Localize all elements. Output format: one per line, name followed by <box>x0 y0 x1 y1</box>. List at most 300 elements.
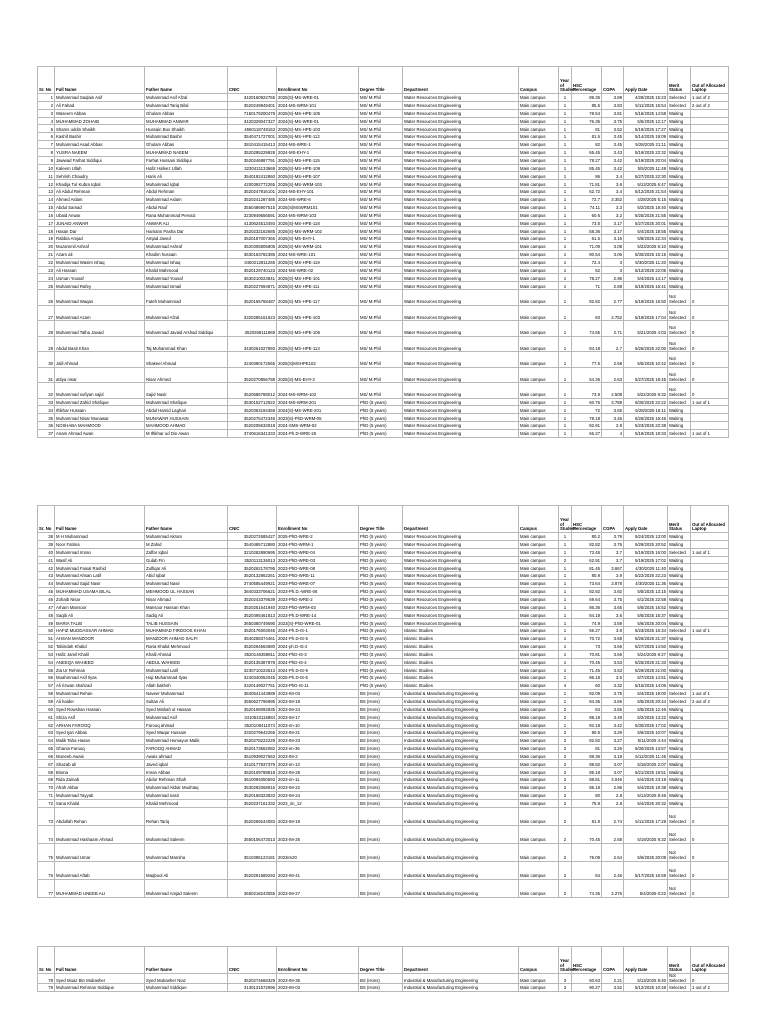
name-cell: MUHAMMAD UNEEB ALI <box>55 879 145 897</box>
campus-cell: Main campus <box>519 352 559 368</box>
table-row <box>38 650 729 658</box>
campus-cell: Main campus <box>519 984 559 992</box>
campus-cell: Main campus <box>519 383 559 399</box>
sr-cell: 1 <box>38 94 55 102</box>
degree-cell: PhD (5 years) <box>359 674 403 682</box>
name-cell: Rabbia Amjad <box>55 235 145 243</box>
table-row <box>38 290 729 306</box>
campus-cell: Main campus <box>519 879 559 897</box>
date-cell: 5/19/2025 16:00 <box>624 548 668 556</box>
campus-cell: Main campus <box>519 164 559 172</box>
cnic-cell: 3740585449921 <box>228 580 277 588</box>
name-cell: Iftikhar Hussain <box>55 406 145 414</box>
date-cell: 5/4/2025 23:19 <box>624 776 668 784</box>
cgpa-cell: 4 <box>602 429 624 437</box>
degree-cell: PhD (5 years) <box>359 398 403 406</box>
enroll-cell: 2023-IM-36 <box>277 974 359 984</box>
date-cell: 5/30/2025 13:57 <box>624 744 668 752</box>
year-cell: 1 <box>559 422 572 430</box>
table-row <box>38 383 729 399</box>
status-cell: Not Selected <box>668 861 691 879</box>
cnic-cell: 3520246887791 <box>228 156 277 164</box>
year-cell: 1 <box>559 540 572 548</box>
name-cell: Shazab ali <box>55 760 145 768</box>
date-cell: 5/26/2025 22:00 <box>624 336 668 352</box>
cnic-cell: 3520274668329 <box>228 974 277 984</box>
col-campus: Campus <box>519 947 559 974</box>
year-cell: 2 <box>559 776 572 784</box>
campus-cell: Main campus <box>519 974 559 984</box>
campus-cell: Main campus <box>519 195 559 203</box>
sr-cell: 64 <box>38 736 55 744</box>
father-cell: MUHAMMAD NAEEM <box>145 148 228 156</box>
cnic-cell: 3420160922765 <box>228 94 277 102</box>
year-cell: 1 <box>559 666 572 674</box>
degree-cell: BS (Hons) <box>359 729 403 737</box>
father-cell: MAHMOOD AHMAD <box>145 422 228 430</box>
date-cell: 5/12/2025 22:05 <box>624 266 668 274</box>
date-cell: 5/5/2025 16:37 <box>624 611 668 619</box>
enroll-cell: 2024-PhD-IS-4 <box>277 658 359 666</box>
dept-cell: Industrial & Manufacturing Engineering <box>403 825 519 843</box>
hsc-cell: 72.4 <box>572 258 602 266</box>
sr-cell: 47 <box>38 603 55 611</box>
sr-cell: 59 <box>38 697 55 705</box>
sr-cell: 29 <box>38 336 55 352</box>
cgpa-cell: 3.17 <box>602 219 624 227</box>
enroll-cell: 2024(S)-MS-WRE-201 <box>277 406 359 414</box>
dept-cell: Islamic Studies <box>403 650 519 658</box>
dept-cell: Islamic Studies <box>403 666 519 674</box>
col-name: Full Name <box>55 67 145 94</box>
campus-cell: Main campus <box>519 736 559 744</box>
sr-cell: 39 <box>38 540 55 548</box>
degree-cell: PhD (5 years) <box>359 406 403 414</box>
table-row <box>38 807 729 825</box>
dept-cell: Islamic Studies <box>403 627 519 635</box>
father-cell: ANWAR ALI <box>145 219 228 227</box>
father-cell: Muhammad Asif Afzal <box>145 94 228 102</box>
sr-cell: 74 <box>38 825 55 843</box>
father-cell: Hussain Bux Shaikh <box>145 125 228 133</box>
year-cell: 2 <box>559 760 572 768</box>
sr-cell: 38 <box>38 533 55 541</box>
dept-cell: Water Resources Engineering <box>403 274 519 282</box>
name-cell: Waseem Abbas <box>55 109 145 117</box>
enroll-cell: 2023(S)-PhD-WRE-01 <box>277 619 359 627</box>
enroll-cell: 2025(S)-MS-HPE-107 <box>277 172 359 180</box>
degree-cell: PhD (5 years) <box>359 634 403 642</box>
dept-cell: Islamic Studies <box>403 682 519 690</box>
sr-cell: 61 <box>38 713 55 721</box>
table-row <box>38 533 729 541</box>
date-cell: 5/15/2025 14:06 <box>624 682 668 690</box>
campus-cell: Main campus <box>519 117 559 125</box>
col-laptop: Out of Allocated Laptop <box>691 67 729 94</box>
cgpa-cell: 3.66 <box>602 642 624 650</box>
hsc-cell: 85.18 <box>572 784 602 792</box>
date-cell: 5/5/2025 10:42 <box>624 352 668 368</box>
campus-cell: Main campus <box>519 141 559 149</box>
laptop-cell: 1 out of 1 <box>691 548 729 556</box>
cnic-cell: 3520146359811 <box>228 650 277 658</box>
cgpa-cell: 3.65 <box>602 603 624 611</box>
sr-cell: 71 <box>38 791 55 799</box>
col-campus: Campus <box>519 506 559 533</box>
laptop-cell: 0 <box>691 352 729 368</box>
cnic-cell: 3520268111869 <box>228 321 277 337</box>
sr-cell: 41 <box>38 556 55 564</box>
dept-cell: Islamic Studies <box>403 642 519 650</box>
enroll-cell: 2024-MS-EHY-101 <box>277 188 359 196</box>
name-cell: NOSHABA MAHMOOD <box>55 422 145 430</box>
laptop-cell: 0 <box>691 321 729 337</box>
cgpa-cell: 3.46 <box>602 414 624 422</box>
dept-cell: Water Resources Engineering <box>403 94 519 102</box>
status-cell: Waiting <box>668 705 691 713</box>
campus-cell: Main campus <box>519 861 559 879</box>
sr-cell: 48 <box>38 611 55 619</box>
father-cell: Muhammad Bashir <box>145 133 228 141</box>
cnic-cell: 3230421133669 <box>228 164 277 172</box>
hsc-cell: 86.18 <box>572 674 602 682</box>
cgpa-cell: 2.8 <box>602 791 624 799</box>
header-row <box>38 947 729 974</box>
campus-cell: Main campus <box>519 305 559 321</box>
year-cell: 2 <box>559 799 572 807</box>
hsc-cell: 81.45 <box>572 564 602 572</box>
campus-cell: Main campus <box>519 713 559 721</box>
cnic-cell: 3520278222229 <box>228 736 277 744</box>
campus-cell: Main campus <box>519 125 559 133</box>
name-cell: Shams uddin Shaikh <box>55 125 145 133</box>
campus-cell: Main campus <box>519 627 559 635</box>
date-cell: 5/5/2025 12:17 <box>624 117 668 125</box>
name-cell: Abdul Samad <box>55 203 145 211</box>
laptop-cell <box>691 619 729 627</box>
sr-cell: 5 <box>38 125 55 133</box>
year-cell: 1 <box>559 172 572 180</box>
laptop-cell <box>691 282 729 290</box>
date-cell: 5/21/2025 19:51 <box>624 768 668 776</box>
degree-cell: PhD (5 years) <box>359 414 403 422</box>
dept-cell: Water Resources Engineering <box>403 398 519 406</box>
enroll-cell: 2023-PhD-WRE-08 <box>277 564 359 572</box>
col-hsc: HSC Percentage <box>572 67 602 94</box>
father-cell: Muhammad Tariq Bilal <box>145 101 228 109</box>
laptop-cell: 1 out of 1 <box>691 627 729 635</box>
degree-cell: PhD (5 years) <box>359 603 403 611</box>
father-cell: Abid Iqbal <box>145 572 228 580</box>
sr-cell: 2 <box>38 101 55 109</box>
cnic-cell: 3540192412860 <box>228 172 277 180</box>
hsc-cell: 80.2 <box>572 533 602 541</box>
year-cell: 2 <box>559 807 572 825</box>
col-dept: Department <box>403 947 519 974</box>
degree-cell: BS (Hons) <box>359 825 403 843</box>
date-cell: 5/19/2025 22:32 <box>624 148 668 156</box>
enroll-cell: 2025(S)MSWRM101 <box>277 203 359 211</box>
campus-cell: Main campus <box>519 266 559 274</box>
hsc-cell: 73.45 <box>572 548 602 556</box>
laptop-cell: 0 <box>691 843 729 861</box>
date-cell: 6/1/2025 22:58 <box>624 595 668 603</box>
laptop-cell <box>691 674 729 682</box>
laptop-cell: 1 out of 1 <box>691 398 729 406</box>
table-row <box>38 321 729 337</box>
father-cell: MUNAWAR HUSSAIN <box>145 414 228 422</box>
degree-cell: BS (Hons) <box>359 807 403 825</box>
cgpa-cell: 3.667 <box>602 564 624 572</box>
enroll-cell: 2025-PhD-WRE-2 <box>277 533 359 541</box>
date-cell: 4/30/2025 11:40 <box>624 564 668 572</box>
name-cell: Syed Rowshan Hassan <box>55 705 145 713</box>
hsc-cell: 84.18 <box>572 611 602 619</box>
name-cell: Muhammad Rehan <box>55 689 145 697</box>
status-cell: Waiting <box>668 274 691 282</box>
table-row <box>38 266 729 274</box>
table-row <box>38 564 729 572</box>
table-row <box>38 861 729 879</box>
father-cell: Sajid Nasir <box>145 383 228 399</box>
status-cell: Waiting <box>668 195 691 203</box>
hsc-cell: 73.64 <box>572 580 602 588</box>
name-cell: Anam Ahmad Awan <box>55 429 145 437</box>
year-cell: 1 <box>559 642 572 650</box>
date-cell: 5/22/2025 9:32 <box>624 383 668 399</box>
status-cell: Waiting <box>668 642 691 650</box>
status-cell: Waiting <box>668 713 691 721</box>
year-cell: 1 <box>559 282 572 290</box>
cgpa-cell: 3.81 <box>602 109 624 117</box>
hsc-cell: 84.18 <box>572 336 602 352</box>
laptop-cell: 2 out of 2 <box>691 101 729 109</box>
dept-cell: Water Resources Engineering <box>403 235 519 243</box>
degree-cell: PhD (5 years) <box>359 533 403 541</box>
sr-cell: 6 <box>38 133 55 141</box>
enroll-cell: 2023-Ph.D-WRE-14 <box>277 611 359 619</box>
col-father: Father Name <box>145 947 228 974</box>
campus-cell: Main campus <box>519 203 559 211</box>
cnic-cell: 3840541443889 <box>228 689 277 697</box>
laptop-cell <box>691 768 729 776</box>
enroll-cell: 2025(S)-MS-HPE-103 <box>277 305 359 321</box>
enroll-cell: 2025(S)-MS-WRE-01 <box>277 94 359 102</box>
table-row <box>38 352 729 368</box>
table-row <box>38 414 729 422</box>
dept-cell: Industrial & Manufacturing Engineering <box>403 984 519 992</box>
cnic-cell: 3520205632818 <box>228 422 277 430</box>
campus-cell: Main campus <box>519 429 559 437</box>
year-cell: 1 <box>559 125 572 133</box>
degree-cell: MS/ M.Phil <box>359 195 403 203</box>
sr-cell: 31 <box>38 367 55 383</box>
campus-cell: Main campus <box>519 744 559 752</box>
cnic-cell: 3510385123181 <box>228 843 277 861</box>
name-cell: YUSRA NAEEM <box>55 148 145 156</box>
cnic-cell: 3520176003046 <box>228 627 277 635</box>
dept-cell: Industrial & Manufacturing Engineering <box>403 791 519 799</box>
campus-cell: Main campus <box>519 258 559 266</box>
table-row <box>38 799 729 807</box>
enroll-cell: 2023-Ph.D.-WRE-06 <box>277 587 359 595</box>
hsc-cell: 60 <box>572 682 602 690</box>
sr-cell: 56 <box>38 674 55 682</box>
hsc-cell: 73.9 <box>572 383 602 399</box>
father-cell: Hamann Pasha Dar <box>145 227 228 235</box>
degree-cell: PhD (5 years) <box>359 595 403 603</box>
cgpa-cell: 3.42 <box>602 721 624 729</box>
cgpa-cell: 3.352 <box>602 195 624 203</box>
status-cell: Waiting <box>668 564 691 572</box>
table-row <box>38 219 729 227</box>
cnic-cell: 3520227694871 <box>228 282 277 290</box>
dept-cell: Water Resources Engineering <box>403 195 519 203</box>
year-cell: 1 <box>559 650 572 658</box>
enroll-cell: 2023-PhD-WRM-03 <box>277 603 359 611</box>
date-cell: 5/23/2025 22:38 <box>624 422 668 430</box>
col-degree: Degree Title <box>359 67 403 94</box>
cgpa-cell: 3.49 <box>602 713 624 721</box>
cgpa-cell: 2.71 <box>602 321 624 337</box>
laptop-cell <box>691 219 729 227</box>
date-cell: 5/30/2025 11:20 <box>624 258 668 266</box>
col-date: Apply Date <box>624 947 668 974</box>
table-row <box>38 587 729 595</box>
status-cell: Waiting <box>668 611 691 619</box>
col-date: Apply Date <box>624 506 668 533</box>
campus-cell: Main campus <box>519 564 559 572</box>
degree-cell: MS/ M.Phil <box>359 336 403 352</box>
date-cell: 5/23/2025 6:10 <box>624 243 668 251</box>
laptop-cell <box>691 736 729 744</box>
table-row <box>38 843 729 861</box>
enroll-cell: 2023-IM-19 <box>277 697 359 705</box>
table-row <box>38 367 729 383</box>
dept-cell: Water Resources Engineering <box>403 540 519 548</box>
status-cell: Waiting <box>668 760 691 768</box>
table-row <box>38 768 729 776</box>
year-cell: 1 <box>559 627 572 635</box>
dept-cell: Islamic Studies <box>403 674 519 682</box>
cnic-cell: 3520686788012 <box>228 383 277 399</box>
status-cell: Waiting <box>668 406 691 414</box>
name-cell: Muhammad Saqlain Asif <box>55 94 145 102</box>
name-cell: Muahmmad Asif Ilyas <box>55 674 145 682</box>
col-sr: Sr. No <box>38 67 55 94</box>
hsc-cell: 72.7 <box>572 195 602 203</box>
cnic-cell: 3510939027563 <box>228 752 277 760</box>
dept-cell: Islamic Studies <box>403 634 519 642</box>
status-cell: Waiting <box>668 587 691 595</box>
degree-cell: MS/ M.Phil <box>359 266 403 274</box>
sr-cell: 13 <box>38 188 55 196</box>
hsc-cell: 86 <box>572 172 602 180</box>
table-row <box>38 274 729 282</box>
degree-cell: PhD (5 years) <box>359 587 403 595</box>
status-cell: Waiting <box>668 580 691 588</box>
year-cell: 1 <box>559 203 572 211</box>
col-dept: Department <box>403 67 519 94</box>
laptop-cell: 1 out of 2 <box>691 94 729 102</box>
table-row <box>38 172 729 180</box>
enroll-cell: 2024-MS-EHY-1 <box>277 148 359 156</box>
sr-cell: 37 <box>38 429 55 437</box>
date-cell: 5/26/2025 15:46 <box>624 414 668 422</box>
enroll-cell: 2023-PhD-WRE-03 <box>277 556 359 564</box>
cnic-cell: 3320279642265 <box>228 729 277 737</box>
laptop-cell <box>691 580 729 588</box>
enroll-cell: 2023-im-11 <box>277 776 359 784</box>
sr-cell: 78 <box>38 974 55 984</box>
sr-cell: 76 <box>38 861 55 879</box>
hsc-cell: 78.54 <box>572 109 602 117</box>
hsc-cell: 60.6 <box>572 211 602 219</box>
table-row <box>38 211 729 219</box>
sr-cell: 75 <box>38 843 55 861</box>
father-cell: ABDUL WAHEED <box>145 658 228 666</box>
name-cell: Malik Taha Hasan <box>55 736 145 744</box>
laptop-cell: 0 <box>691 807 729 825</box>
date-cell: 4/29/2025 15:23 <box>624 94 668 102</box>
date-cell: 5/19/2025 9:32 <box>624 825 668 843</box>
cgpa-cell: 3.42 <box>602 156 624 164</box>
cgpa-cell: 3.83 <box>602 101 624 109</box>
father-cell: Muhammad Iqbal <box>145 180 228 188</box>
status-cell: Waiting <box>668 117 691 125</box>
hsc-cell: 82.82 <box>572 540 602 548</box>
enroll-cell: 2025(S)-MS-HPE-106 <box>277 321 359 337</box>
degree-cell: PhD (5 years) <box>359 580 403 588</box>
degree-cell: PhD (5 years) <box>359 556 403 564</box>
dept-cell: Industrial & Manufacturing Engineering <box>403 760 519 768</box>
status-cell: Selected <box>668 627 691 635</box>
laptop-cell <box>691 744 729 752</box>
cgpa-cell: 3.07 <box>602 768 624 776</box>
col-cgpa: CGPA <box>602 947 624 974</box>
sr-cell: 51 <box>38 634 55 642</box>
year-cell: 2 <box>559 729 572 737</box>
table-row <box>38 721 729 729</box>
cnic-cell: 3520165768487 <box>228 290 277 306</box>
enroll-cell: 2025(S)-MS-WRM-102 <box>277 227 359 235</box>
campus-cell: Main campus <box>519 611 559 619</box>
date-cell: 5/4/2025 18:55 <box>624 227 668 235</box>
status-cell: Waiting <box>668 203 691 211</box>
status-cell: Waiting <box>668 784 691 792</box>
cgpa-cell: 3.76 <box>602 540 624 548</box>
merit-table <box>37 66 729 438</box>
year-cell: 2 <box>559 705 572 713</box>
laptop-cell: 0 <box>691 336 729 352</box>
col-cgpa: CGPA <box>602 67 624 94</box>
laptop-cell <box>691 760 729 768</box>
father-cell: MUHAMMAD ANWAR <box>145 117 228 125</box>
col-name: Full Name <box>55 506 145 533</box>
enroll-cell: 2023-im-36 <box>277 744 359 752</box>
sr-cell: 66 <box>38 752 55 760</box>
father-cell: Muhammad Ismail <box>145 282 228 290</box>
date-cell: 5/27/2025 20:01 <box>624 219 668 227</box>
laptop-cell <box>691 203 729 211</box>
sr-cell: 4 <box>38 117 55 125</box>
table-row <box>38 580 729 588</box>
cgpa-cell: 2.64 <box>602 843 624 861</box>
cnic-cell: 3530282068916 <box>228 784 277 792</box>
cnic-cell: 3520305805805 <box>228 243 277 251</box>
cnic-cell: 3610094050593 <box>228 776 277 784</box>
table-row <box>38 305 729 321</box>
